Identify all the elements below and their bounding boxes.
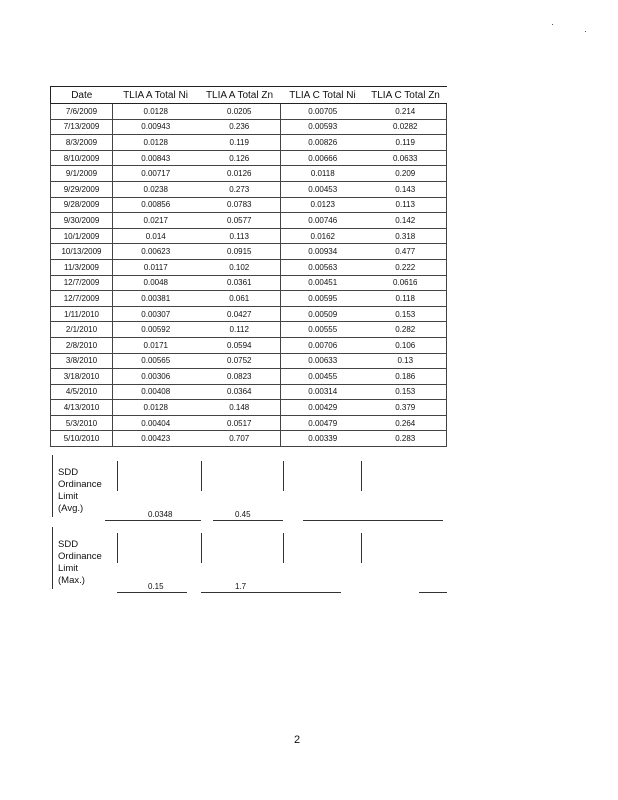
- table-row: [51, 322, 447, 338]
- table-row: [51, 259, 447, 275]
- table-cell: 0.0823: [199, 369, 281, 385]
- table-cell: 0.282: [365, 322, 447, 338]
- table-cell: 0.148: [199, 400, 281, 416]
- table-cell: 0.143: [365, 181, 447, 197]
- table-cell: 0.126: [199, 150, 281, 166]
- header-tlia-a-zn: TLIA A Total Zn: [199, 87, 281, 104]
- table-row: [51, 166, 447, 182]
- table-cell: 0.0427: [199, 306, 281, 322]
- table-cell: 0.0361: [199, 275, 281, 291]
- table-cell: 0.061: [199, 291, 281, 307]
- table-cell: 0.112: [199, 322, 281, 338]
- table-cell: 0.00565: [113, 353, 199, 369]
- table-cell: 12/7/2009: [51, 291, 113, 307]
- table-cell: 0.209: [365, 166, 447, 182]
- header-tlia-c-zn: TLIA C Total Zn: [365, 87, 447, 104]
- table-cell: 0.00706: [281, 337, 365, 353]
- table-row: [51, 197, 447, 213]
- table-cell: 0.142: [365, 213, 447, 229]
- scan-speck: [585, 31, 586, 32]
- table-cell: 7/6/2009: [51, 104, 113, 120]
- table-row: [51, 104, 447, 120]
- table-cell: 0.119: [199, 135, 281, 151]
- table-row: [51, 181, 447, 197]
- table-cell: 3/8/2010: [51, 353, 113, 369]
- underline: [105, 520, 201, 521]
- limit-avg-block: [52, 455, 446, 517]
- underline: [419, 592, 447, 593]
- table-cell: 9/28/2009: [51, 197, 113, 213]
- table-cell: 7/13/2009: [51, 119, 113, 135]
- table-row: [51, 415, 447, 431]
- table-row: [51, 135, 447, 151]
- underline: [213, 520, 283, 521]
- limit-max-block: [52, 527, 446, 589]
- table-cell: 0.0633: [365, 150, 447, 166]
- table-cell: 0.0128: [113, 400, 199, 416]
- table-row: [51, 306, 447, 322]
- header-date: Date: [51, 87, 113, 104]
- table-cell: 0.00381: [113, 291, 199, 307]
- table-cell: 0.119: [365, 135, 447, 151]
- table-cell: 0.0217: [113, 213, 199, 229]
- table-cell: 0.00623: [113, 244, 199, 260]
- table-cell: 0.118: [365, 291, 447, 307]
- table-cell: 5/3/2010: [51, 415, 113, 431]
- table-cell: 0.0364: [199, 384, 281, 400]
- table-cell: 0.477: [365, 244, 447, 260]
- table-cell: 0.00429: [281, 400, 365, 416]
- table-cell: 9/29/2009: [51, 181, 113, 197]
- table-cell: 0.00479: [281, 415, 365, 431]
- table-cell: 0.283: [365, 431, 447, 447]
- table-row: [51, 150, 447, 166]
- table-cell: 0.014: [113, 228, 199, 244]
- cell-divider: [117, 461, 118, 491]
- underline: [201, 592, 341, 593]
- table-cell: 0.0238: [113, 181, 199, 197]
- cell-divider: [361, 533, 362, 563]
- limit-max-zn: 1.7: [235, 582, 247, 591]
- table-cell: 9/30/2009: [51, 213, 113, 229]
- table-row: [51, 291, 447, 307]
- table-cell: 0.0577: [199, 213, 281, 229]
- table-cell: 0.00453: [281, 181, 365, 197]
- table-cell: 0.00408: [113, 384, 199, 400]
- header-tlia-a-ni: TLIA A Total Ni: [113, 87, 199, 104]
- table-cell: 0.00455: [281, 369, 365, 385]
- table-cell: 0.00595: [281, 291, 365, 307]
- table-cell: 2/1/2010: [51, 322, 113, 338]
- table-cell: 0.00451: [281, 275, 365, 291]
- table-cell: 0.00843: [113, 150, 199, 166]
- header-tlia-c-ni: TLIA C Total Ni: [281, 87, 365, 104]
- table-cell: 10/1/2009: [51, 228, 113, 244]
- limit-avg-zn: 0.45: [235, 510, 251, 519]
- table-cell: 9/1/2009: [51, 166, 113, 182]
- table-cell: 2/8/2010: [51, 337, 113, 353]
- table-row: [51, 244, 447, 260]
- table-cell: 0.0128: [113, 135, 199, 151]
- table-cell: 0.0118: [281, 166, 365, 182]
- table-cell: 0.0616: [365, 275, 447, 291]
- sampling-results-table: [50, 86, 447, 447]
- table-cell: 0.00509: [281, 306, 365, 322]
- table-cell: 0.0123: [281, 197, 365, 213]
- table-row: [51, 119, 447, 135]
- table-cell: 0.102: [199, 259, 281, 275]
- table-cell: 0.00705: [281, 104, 365, 120]
- table-cell: 0.113: [199, 228, 281, 244]
- table-cell: 0.0162: [281, 228, 365, 244]
- table-header-row: [51, 87, 447, 104]
- ordinance-limits: [52, 455, 446, 589]
- table-cell: 3/18/2010: [51, 369, 113, 385]
- table-cell: 0.00856: [113, 197, 199, 213]
- table-cell: 0.0126: [199, 166, 281, 182]
- table-cell: 0.00555: [281, 322, 365, 338]
- table-cell: 0.0915: [199, 244, 281, 260]
- table-cell: 0.106: [365, 337, 447, 353]
- cell-divider: [117, 533, 118, 563]
- cell-divider: [283, 461, 284, 491]
- table-row: [51, 213, 447, 229]
- table-cell: 8/3/2009: [51, 135, 113, 151]
- table-cell: 0.00423: [113, 431, 199, 447]
- table-cell: 0.0205: [199, 104, 281, 120]
- table-cell: 12/7/2009: [51, 275, 113, 291]
- table-cell: 0.00943: [113, 119, 199, 135]
- table-cell: 0.707: [199, 431, 281, 447]
- table-cell: 0.236: [199, 119, 281, 135]
- cell-divider: [283, 533, 284, 563]
- table-cell: 0.153: [365, 306, 447, 322]
- table-cell: 11/3/2009: [51, 259, 113, 275]
- table-cell: 0.00593: [281, 119, 365, 135]
- table-cell: 0.0752: [199, 353, 281, 369]
- table-cell: 0.0517: [199, 415, 281, 431]
- table-cell: 0.0594: [199, 337, 281, 353]
- limit-avg-ni: 0.0348: [148, 510, 173, 519]
- cell-divider: [201, 461, 202, 491]
- table-cell: 4/13/2010: [51, 400, 113, 416]
- table-cell: 0.113: [365, 197, 447, 213]
- table-cell: 0.00314: [281, 384, 365, 400]
- underline: [303, 520, 443, 521]
- table-cell: 0.0783: [199, 197, 281, 213]
- table-cell: 0.00404: [113, 415, 199, 431]
- table-cell: 0.00826: [281, 135, 365, 151]
- table-cell: 0.0117: [113, 259, 199, 275]
- table-cell: 0.00666: [281, 150, 365, 166]
- table-cell: 5/10/2010: [51, 431, 113, 447]
- table-cell: 0.00307: [113, 306, 199, 322]
- cell-divider: [361, 461, 362, 491]
- table-body: [51, 104, 447, 447]
- underline: [117, 592, 187, 593]
- table-cell: 0.00563: [281, 259, 365, 275]
- limit-max-ni: 0.15: [148, 582, 164, 591]
- table-cell: 10/13/2009: [51, 244, 113, 260]
- table-cell: 0.0048: [113, 275, 199, 291]
- table-row: [51, 369, 447, 385]
- table-row: [51, 353, 447, 369]
- limit-avg-label: SDD Ordinance Limit (Avg.): [58, 467, 102, 514]
- table-cell: 0.0128: [113, 104, 199, 120]
- table-cell: 0.00306: [113, 369, 199, 385]
- cell-divider: [201, 533, 202, 563]
- table-cell: 0.379: [365, 400, 447, 416]
- table-cell: 0.00633: [281, 353, 365, 369]
- table-cell: 0.0282: [365, 119, 447, 135]
- table-row: [51, 228, 447, 244]
- limit-max-label: SDD Ordinance Limit (Max.): [58, 539, 102, 586]
- table-cell: 1/11/2010: [51, 306, 113, 322]
- table-row: [51, 431, 447, 447]
- table-cell: 0.273: [199, 181, 281, 197]
- table-cell: 0.214: [365, 104, 447, 120]
- table-cell: 0.264: [365, 415, 447, 431]
- scan-speck: [552, 24, 553, 25]
- table-cell: 0.00339: [281, 431, 365, 447]
- table-cell: 0.318: [365, 228, 447, 244]
- table-cell: 0.13: [365, 353, 447, 369]
- table-cell: 0.153: [365, 384, 447, 400]
- table-cell: 4/5/2010: [51, 384, 113, 400]
- table-cell: 0.00934: [281, 244, 365, 260]
- table-row: [51, 384, 447, 400]
- table-cell: 0.186: [365, 369, 447, 385]
- table-cell: 0.00717: [113, 166, 199, 182]
- table-cell: 0.00592: [113, 322, 199, 338]
- table-row: [51, 275, 447, 291]
- table-cell: 0.222: [365, 259, 447, 275]
- page-number: 2: [294, 734, 301, 746]
- table-row: [51, 337, 447, 353]
- table-cell: 0.0171: [113, 337, 199, 353]
- table-cell: 0.00746: [281, 213, 365, 229]
- table-row: [51, 400, 447, 416]
- table-cell: 8/10/2009: [51, 150, 113, 166]
